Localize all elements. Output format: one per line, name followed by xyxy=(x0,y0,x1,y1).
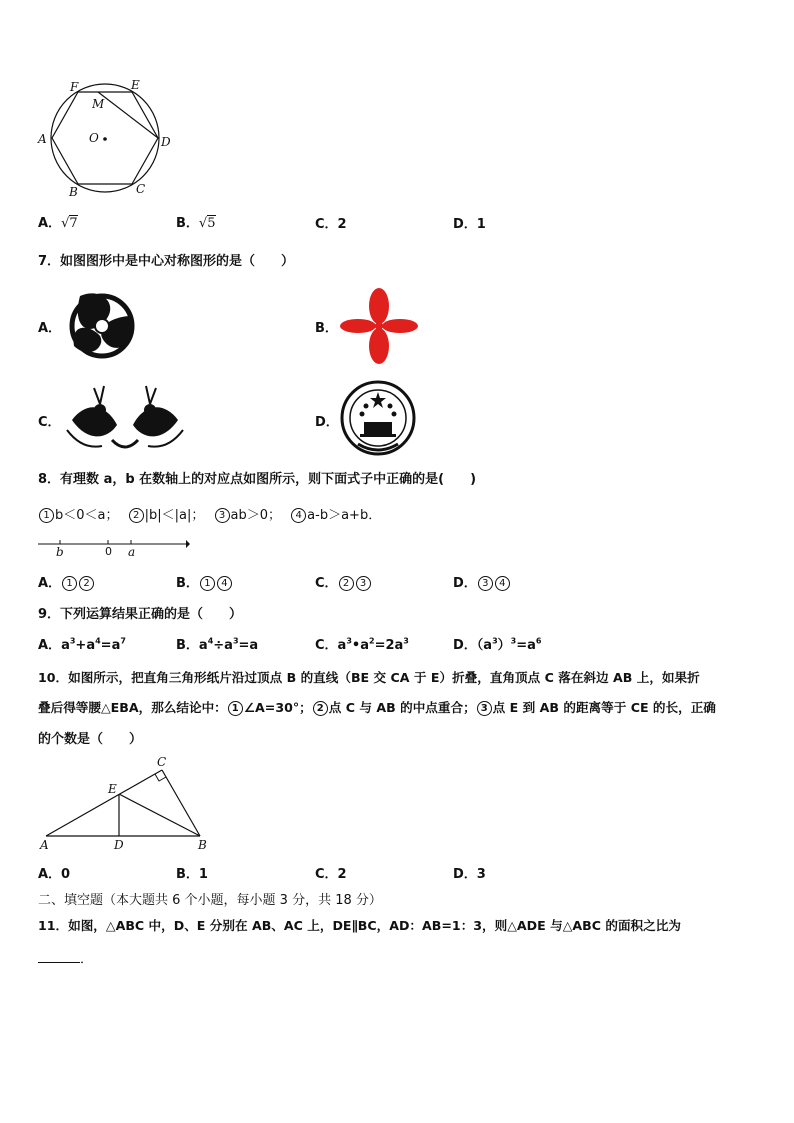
circled-number: 2 xyxy=(129,508,144,523)
label-d: D xyxy=(161,135,171,149)
q10-option-c: C．2 xyxy=(315,867,347,882)
q9-option-d: D．$(a^3)^3=a^6$ xyxy=(453,636,542,653)
q7-red-petals-icon xyxy=(338,286,420,366)
q8-option-b: B． 1 4 xyxy=(176,572,233,591)
label-m: M xyxy=(92,97,105,111)
q8-option-c: C． 2 3 xyxy=(315,572,372,591)
q7-option-d-label: D． xyxy=(315,415,339,430)
q8-item-4: a-b＞a+b． xyxy=(307,508,382,523)
q8-stem: 8．有理数 a，b 在数轴上的对应点如图所示，则下面式子中正确的是( ) xyxy=(38,472,477,487)
q11-stem: 11．如图，△ABC 中，D、E 分别在 AB、AC 上，DE∥BC，AD：AB=1：3，则△ADE 与△ABC 的面积之比为 xyxy=(38,918,681,933)
circled-number: 3 xyxy=(215,508,230,523)
label-a: A xyxy=(38,132,47,146)
q6-option-b: B．√5 xyxy=(176,216,216,231)
label-c: C xyxy=(136,182,146,196)
q7-stem: 7．如图图形中是中心对称图形的是（ ） xyxy=(38,254,295,269)
q10-line2: 叠后得等腰△EBA，那么结论中： 1 ∠A=30°； 2 点 C 与 AB 的中点重合； 3 点 E 到 AB 的距离等于 CE 的长，正确 xyxy=(38,700,716,715)
q10-line1: 10．如图所示，把直角三角形纸片沿过顶点 B 的直线（BE 交 CA 于 E）折叠，直角顶点 C 落在斜边 AB 上，如果折 xyxy=(38,670,700,685)
circled-number: 1 xyxy=(39,508,54,523)
q9-option-c: C．$a^3•a^2=2a^3$ xyxy=(315,636,409,653)
q10-option-d: D．3 xyxy=(453,867,486,882)
q7-birds-pattern-icon xyxy=(62,380,188,456)
hexagon-circle-figure xyxy=(34,74,174,200)
q8-items xyxy=(38,504,381,523)
label-e: E xyxy=(131,78,140,92)
q9-stem: 9．下列运算结果正确的是（ ） xyxy=(38,607,243,622)
q10-line3: 的个数是（ ） xyxy=(38,732,143,747)
q7-emblem-a-icon xyxy=(62,286,142,364)
axis-label-zero: 0 xyxy=(105,545,112,558)
label-b: B xyxy=(69,185,78,199)
axis-label-b: b xyxy=(56,545,64,559)
q10-option-a: A．0 xyxy=(38,867,71,882)
q7-option-b-label: B． xyxy=(315,321,338,336)
tri-label-e: E xyxy=(108,782,117,796)
q8-item-1: b＜0＜a； xyxy=(55,508,119,523)
label-o: O xyxy=(89,131,99,145)
q6-option-a: A．√7 xyxy=(38,216,78,231)
q8-option-a: A． 1 2 xyxy=(38,572,95,591)
q10-option-b: B．1 xyxy=(176,867,208,882)
q7-option-a-label: A． xyxy=(38,321,62,336)
tri-label-a: A xyxy=(40,838,49,852)
tri-label-b: B xyxy=(198,838,207,852)
q8-item-2: |b|＜|a|； xyxy=(144,508,205,523)
q11-answer xyxy=(38,948,93,967)
section-heading: 二、填空题（本大题共 6 个小题，每小题 3 分，共 18 分） xyxy=(38,893,382,908)
circled-number: 4 xyxy=(291,508,306,523)
tri-label-d: D xyxy=(114,838,124,852)
answer-blank[interactable] xyxy=(38,962,80,963)
q7-national-emblem-icon xyxy=(338,378,418,458)
right-triangle-figure xyxy=(38,756,210,852)
q6-option-d: D．1 xyxy=(453,217,486,232)
tri-label-c: C xyxy=(157,755,167,769)
q9-option-a: A．$a^3+a^4=a^7$ xyxy=(38,636,126,653)
q6-option-c: C．2 xyxy=(315,217,347,232)
q8-item-3: ab＞0； xyxy=(230,508,282,523)
label-f: F xyxy=(70,80,79,94)
axis-label-a: a xyxy=(128,545,136,559)
q7-option-c-label: C． xyxy=(38,415,61,430)
q9-option-b: B．$a^4\div a^3=a$ xyxy=(176,636,259,653)
q11-tail: ． xyxy=(80,952,94,967)
q8-option-d: D． 3 4 xyxy=(453,572,511,591)
